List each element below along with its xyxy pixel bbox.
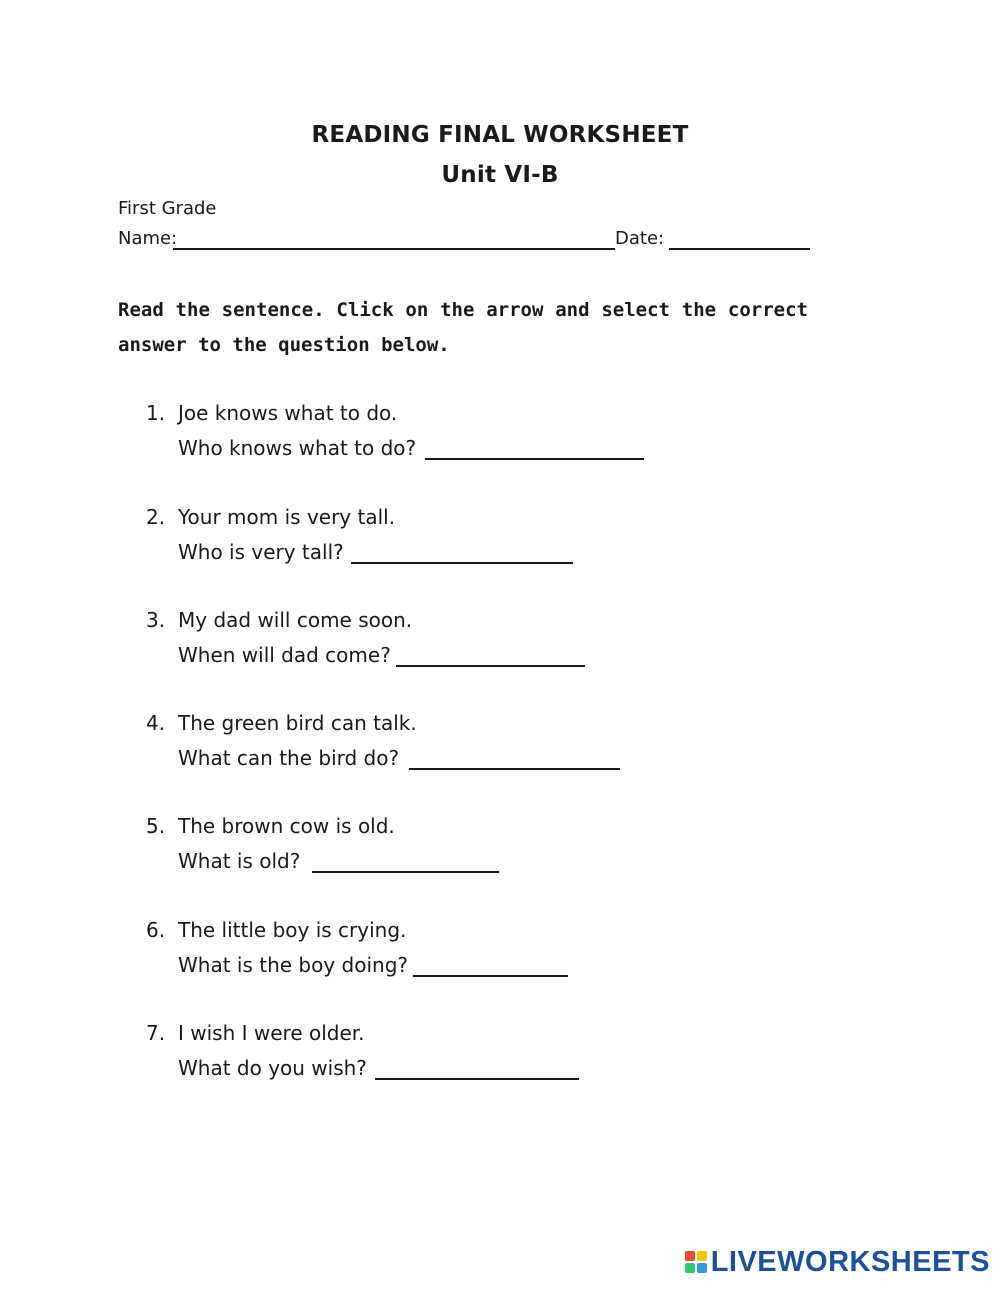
question-number: 5. — [146, 814, 166, 838]
worksheet-subtitle: Unit VI-B — [441, 162, 559, 188]
name-date-row — [118, 228, 818, 254]
question-number: 3. — [146, 608, 166, 632]
question-sentence: Joe knows what to do. — [178, 401, 398, 425]
question-sentence: The green bird can talk. — [178, 711, 417, 735]
answer-dropdown[interactable] — [351, 562, 573, 564]
liveworksheets-logo[interactable] — [685, 1245, 990, 1279]
question-sentence: The brown cow is old. — [178, 814, 395, 838]
question-number: 2. — [146, 505, 166, 529]
question-prompt: Who knows what to do? — [178, 436, 417, 460]
grade-label: First Grade — [118, 198, 217, 219]
question-prompt: What can the bird do? — [178, 746, 400, 770]
instructions: Read the sentence. Click on the arrow and select the correct answer to the question below. — [118, 299, 808, 356]
answer-dropdown[interactable] — [409, 768, 620, 770]
question-sentence: I wish I were older. — [178, 1021, 365, 1045]
question-number: 4. — [146, 711, 166, 735]
question-number: 1. — [146, 401, 166, 425]
question-prompt: Who is very tall? — [178, 540, 344, 564]
question-number: 6. — [146, 918, 166, 942]
logo-text: LIVEWORKSHEETS — [710, 1245, 990, 1278]
question-prompt: What is the boy doing? — [178, 953, 409, 977]
question-number: 7. — [146, 1021, 166, 1045]
name-label: Name: — [118, 228, 178, 249]
answer-dropdown[interactable] — [425, 458, 644, 460]
date-field[interactable] — [669, 248, 810, 250]
name-field[interactable] — [173, 248, 615, 250]
question-prompt: What do you wish? — [178, 1056, 367, 1080]
date-label: Date: — [615, 228, 665, 249]
answer-dropdown[interactable] — [413, 975, 568, 977]
answer-dropdown[interactable] — [396, 665, 585, 667]
logo-tiles-icon — [685, 1251, 707, 1273]
question-prompt: When will dad come? — [178, 643, 391, 667]
worksheet-title: READING FINAL WORKSHEET — [311, 122, 689, 148]
answer-dropdown[interactable] — [375, 1078, 579, 1080]
question-sentence: My dad will come soon. — [178, 608, 413, 632]
question-prompt: What is old? — [178, 849, 301, 873]
question-sentence: The little boy is crying. — [178, 918, 407, 942]
answer-dropdown[interactable] — [312, 871, 499, 873]
question-sentence: Your mom is very tall. — [178, 505, 396, 529]
